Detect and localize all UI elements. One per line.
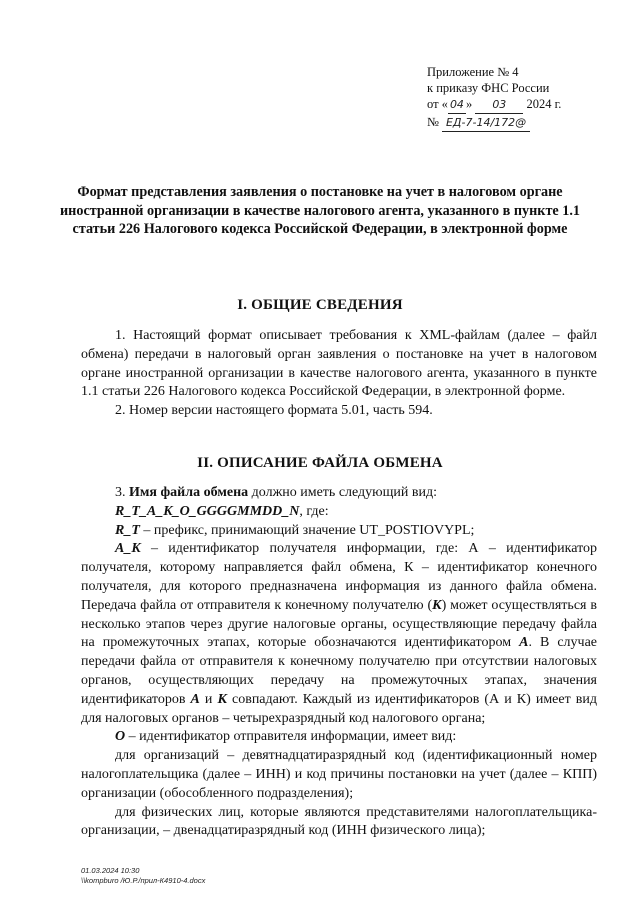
annex-line-1: Приложение № 4: [427, 65, 519, 79]
annex-number: № ЕД-7-14/172@: [427, 114, 561, 132]
print-footer: [81, 866, 205, 886]
annex-date: от « 04 » 03 2024 г.: [427, 96, 561, 114]
section-2-body: [81, 484, 597, 841]
ak-definition: A_K – идентификатор получателя информации, где: А – идентификатор получателя, которому направляется файл обмена, К – идентификатор конечного получателя, для которого предназначена информация из данного файла обмена. Передача файла от отправителя к конечному получателю (К) может осуществляться в несколько этапов через другие налоговые органы, осуществляющие передачу файла на промежуточных этапах, которые обозначаются идентификатором А. В случае передачи файла от отправителя к конечному получателю при отсутствии налоговых органов, осуществляющих передачу на промежуточных этапах, значения идентификаторов А и К совпадают. Каждый из идентификаторов (А и К) имеет вид для налоговых органов – четырехразрядный код налогового органа;: [81, 541, 597, 726]
annex-block: [427, 64, 561, 132]
paragraph-1: 1. Настоящий формат описывает требования к XML-файлам (далее – файл обмена) передачи в налоговый орган заявления о постановке на учет в налоговом органе иностранной организации в качестве налогового агента, указанного в пункте 1.1 статьи 226 Налогового кодекса Российской Федерации, в электронной форме.: [81, 328, 597, 400]
paragraph-3: 3. Имя файла обмена должно иметь следующий вид:: [115, 485, 438, 500]
section-2-heading: II. ОПИСАНИЕ ФАЙЛА ОБМЕНА: [197, 455, 443, 471]
org-definition: для организаций – девятнадцатиразрядный код (идентификационный номер налогоплательщика (далее – ИНН) и код причины постановки на учет (далее – КПП) организации (обособленного подразделения);: [81, 748, 597, 801]
footer-timestamp: 01.03.2024 10:30: [81, 866, 140, 875]
handwritten-number: ЕД-7-14/172@: [442, 115, 530, 132]
handwritten-day: 04: [448, 97, 466, 114]
filename-pattern: R_T_A_K_O_GGGGMMDD_N, где:: [115, 503, 329, 519]
footer-filepath: \\kompburo /Ю.Р./прил-К4910-4.docx: [81, 876, 206, 885]
section-1-heading: I. ОБЩИЕ СВЕДЕНИЯ: [237, 297, 403, 313]
o-definition: О – идентификатор отправителя информации, имеет вид:: [115, 729, 457, 745]
document-title: Формат представления заявления о постановке на учет в налоговом органе иностранной организации в качестве налогового агента, указанного в пункте 1.1 статьи 226 Налогового кодекса Российской Федерации, в электронной форме: [60, 184, 581, 237]
section-1-body: [81, 327, 597, 421]
annex-line-2: к приказу ФНС России: [427, 81, 550, 95]
individual-definition: для физических лиц, которые являются представителями налогоплательщика-организации, – двенадцатиразрядный код (ИНН физического лица);: [81, 804, 597, 839]
handwritten-month: 03: [475, 97, 523, 114]
rt-definition: R_T – префикс, принимающий значение UT_POSTIOVYPL;: [115, 522, 475, 538]
paragraph-2: 2. Номер версии настоящего формата 5.01, часть 594.: [115, 403, 433, 419]
